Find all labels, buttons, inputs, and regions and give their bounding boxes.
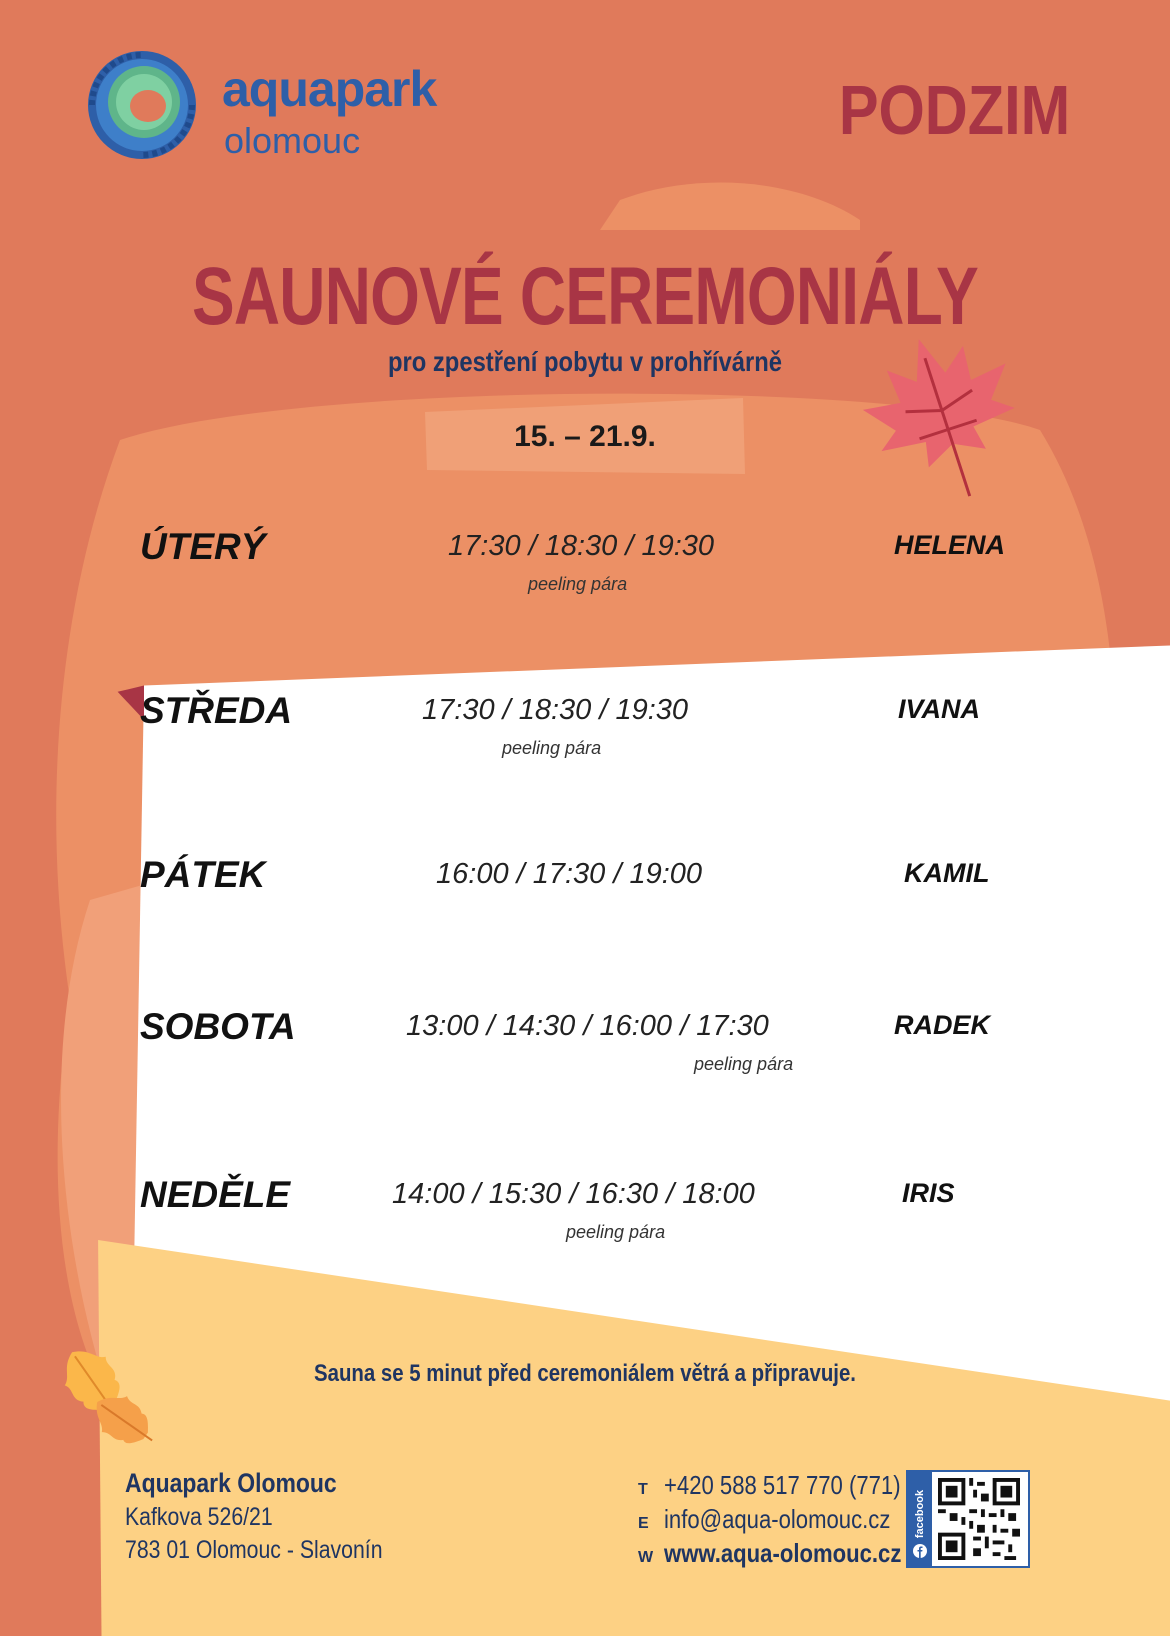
- day-label: ÚTERÝ: [140, 526, 266, 567]
- season-label: PODZIM: [838, 71, 1070, 149]
- day-label: SOBOTA: [140, 1006, 296, 1047]
- contact-web-row[interactable]: [638, 1536, 943, 1570]
- host-name: IRIS: [902, 1178, 955, 1208]
- host-name: KAMIL: [904, 858, 990, 888]
- page-subtitle: pro zpestření pobytu v prohřívárně: [387, 346, 783, 377]
- day-label: PÁTEK: [140, 854, 266, 895]
- facebook-strip: [908, 1472, 932, 1566]
- facebook-label: facebook: [914, 1489, 926, 1539]
- brand-name-line1: aquapark: [222, 61, 437, 117]
- ceremony-note: peeling pára: [528, 574, 628, 594]
- facebook-icon: [913, 1544, 927, 1558]
- host-name: HELENA: [894, 530, 1006, 560]
- host-name: RADEK: [894, 1010, 991, 1040]
- footer-company-name: Aquapark Olomouc: [125, 1468, 337, 1498]
- schedule-row: [0, 1174, 1170, 1294]
- sauna-info-note: Sauna se 5 minut před ceremoniálem větrá a připravuje.: [314, 1360, 856, 1387]
- schedule-row: [0, 1006, 1170, 1126]
- footer-city: 783 01 Olomouc - Slavonín: [125, 1536, 383, 1564]
- web-link[interactable]: www.aqua-olomouc.cz: [664, 1538, 902, 1568]
- brand-name-line2: olomouc: [224, 120, 361, 161]
- web-key: W: [638, 1549, 654, 1566]
- maple-leaf-icon: [860, 330, 1030, 510]
- ceremony-times: 14:00 / 15:30 / 16:30 / 18:00: [392, 1178, 755, 1210]
- contact-phone-row[interactable]: [638, 1468, 943, 1502]
- ceremony-times: 17:30 / 18:30 / 19:30: [422, 694, 689, 726]
- schedule-row: [0, 690, 1170, 810]
- phone-number[interactable]: +420 588 517 770 (771): [664, 1470, 901, 1500]
- schedule-row: [0, 526, 1170, 646]
- page-title: SAUNOVÉ CEREMONIÁLY: [192, 251, 978, 342]
- footer-contacts: [638, 1468, 943, 1570]
- footer-street: Kafkova 526/21: [125, 1503, 273, 1531]
- oak-leaves-icon: [50, 1340, 170, 1460]
- ceremony-note: peeling pára: [502, 738, 602, 758]
- ceremony-times: 13:00 / 14:30 / 16:00 / 17:30: [406, 1010, 769, 1042]
- qr-code-icon: [938, 1478, 1020, 1560]
- schedule-row: [0, 854, 1170, 974]
- date-range: 15. – 21.9.: [514, 420, 656, 453]
- ceremony-note: peeling pára: [694, 1054, 794, 1074]
- facebook-qr[interactable]: [906, 1470, 1030, 1568]
- email-key: E: [638, 1515, 649, 1532]
- contact-email-row[interactable]: [638, 1502, 943, 1536]
- footer-address: [125, 1468, 428, 1565]
- host-name: IVANA: [898, 694, 981, 724]
- ceremony-times: 16:00 / 17:30 / 19:00: [436, 858, 703, 890]
- email-address[interactable]: info@aqua-olomouc.cz: [664, 1504, 891, 1534]
- phone-key: T: [638, 1481, 648, 1498]
- day-label: STŘEDA: [140, 690, 293, 731]
- ceremony-note: peeling pára: [566, 1222, 666, 1242]
- day-label: NEDĚLE: [140, 1174, 291, 1215]
- ceremony-times: 17:30 / 18:30 / 19:30: [448, 530, 715, 562]
